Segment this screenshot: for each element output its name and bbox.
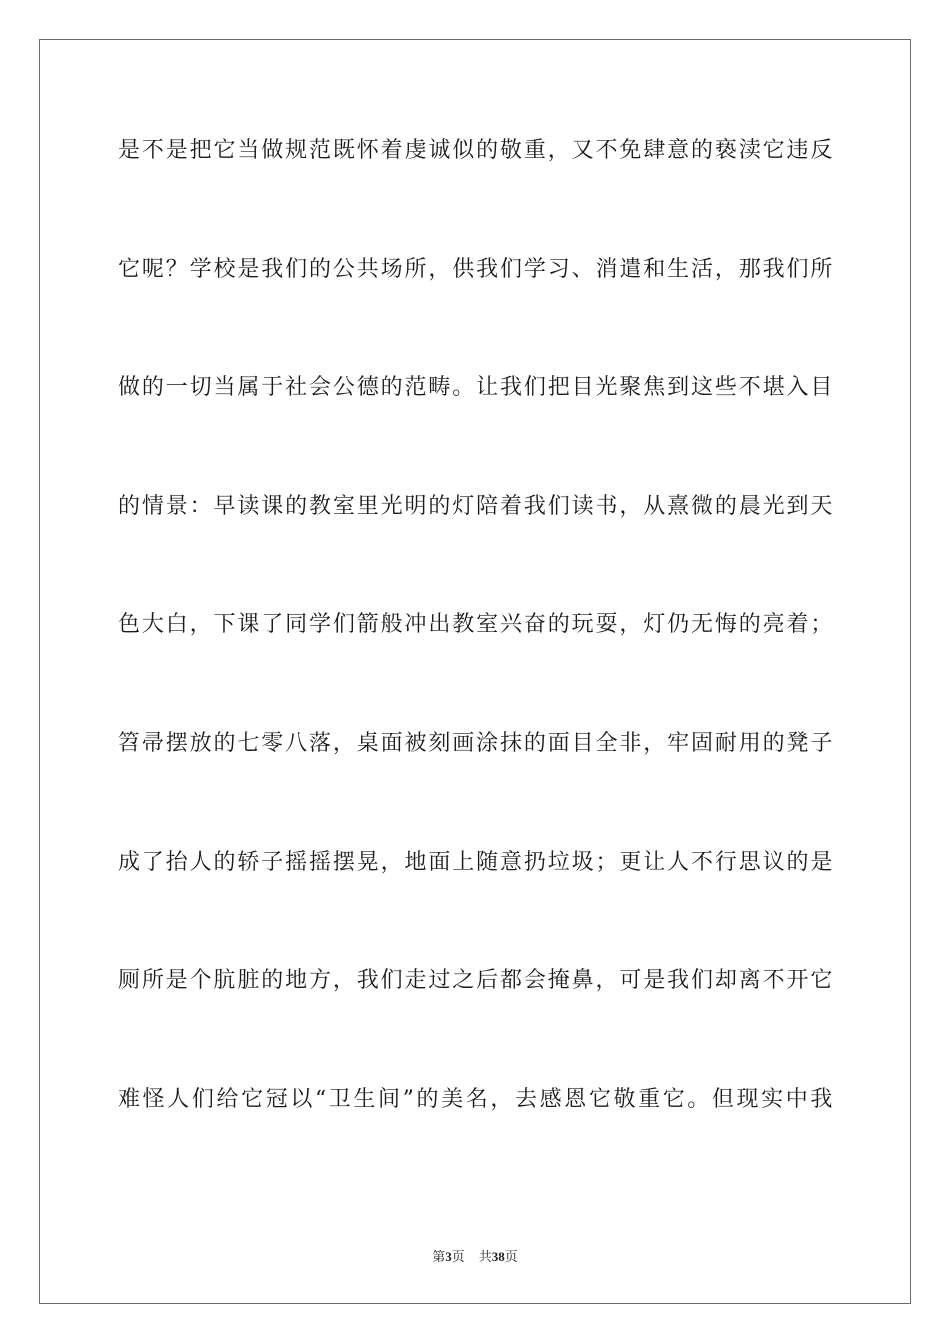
page-suffix: 页 bbox=[451, 1250, 465, 1265]
text-line-8: 厕所是个肮脏的地方，我们走过之后都会掩鼻，可是我们却离不开它 bbox=[118, 968, 834, 994]
page-footer bbox=[0, 1247, 950, 1268]
text-line-2: 它呢？学校是我们的公共场所，供我们学习、消遣和生活，那我们所 bbox=[118, 256, 834, 282]
total-suffix: 页 bbox=[504, 1250, 518, 1265]
text-line-6: 笤帚摆放的七零八落，桌面被刻画涂抹的面目全非，牢固耐用的凳子 bbox=[118, 730, 834, 756]
text-line-7: 成了抬人的轿子摇摇摆晃，地面上随意扔垃圾；更让人不行思议的是 bbox=[118, 849, 834, 875]
page-number: 3 bbox=[445, 1249, 452, 1264]
text-line-9: 难怪人们给它冠以“卫生间”的美名，去感恩它敬重它。但现实中我 bbox=[118, 1086, 834, 1112]
page-prefix: 第 bbox=[432, 1250, 446, 1265]
text-line-3: 做的一切当属于社会公德的范畴。让我们把目光聚焦到这些不堪入目 bbox=[118, 375, 834, 401]
text-line-5: 色大白，下课了同学们箭般冲出教室兴奋的玩耍，灯仍无悔的亮着； bbox=[118, 612, 834, 638]
total-pages: 38 bbox=[491, 1249, 505, 1264]
text-line-4: 的情景：早读课的教室里光明的灯陪着我们读书，从熹微的晨光到天 bbox=[118, 493, 834, 519]
text-line-1: 是不是把它当做规范既怀着虔诚似的敬重，又不免肆意的亵渎它违反 bbox=[118, 138, 834, 163]
document-body bbox=[118, 131, 834, 1198]
total-prefix: 共 bbox=[478, 1250, 492, 1265]
